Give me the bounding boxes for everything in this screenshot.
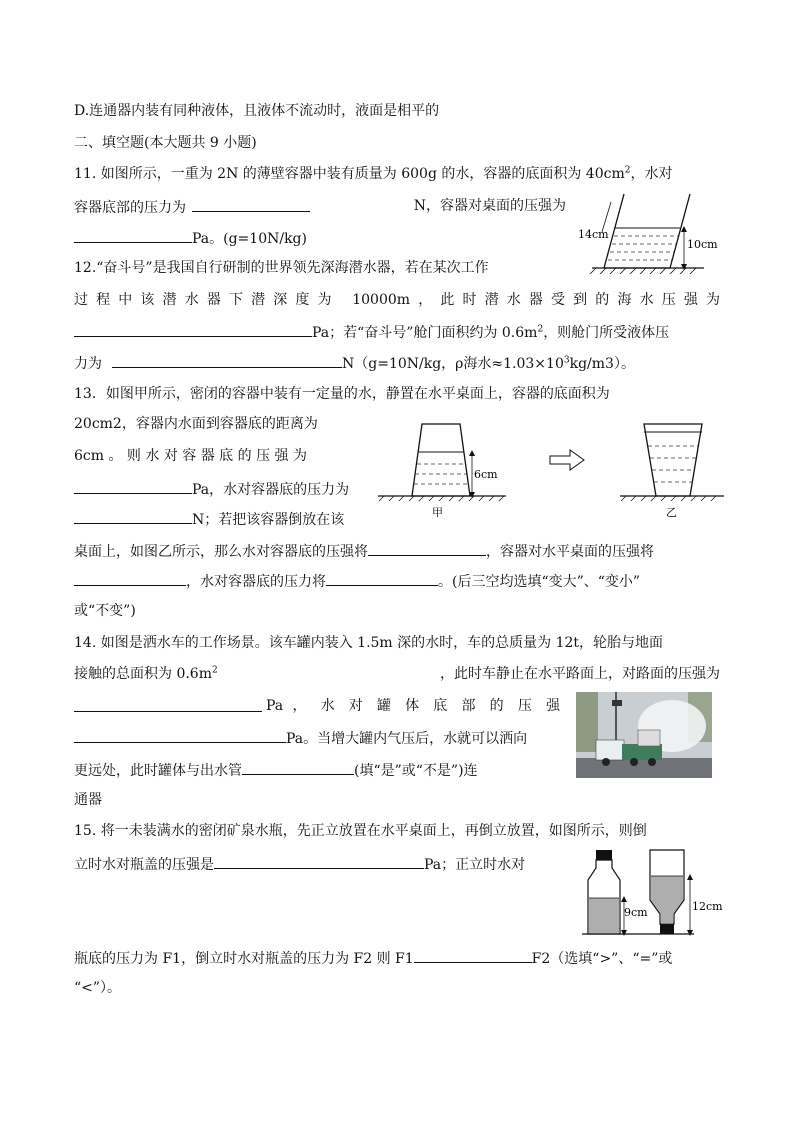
q13-line-3: 6cm 。 则 水 对 容 器 底 的 压 强 为	[74, 448, 307, 464]
q14-line-4: Pa。当增大罐内气压后，水就可以洒向	[74, 727, 527, 749]
answer-blank[interactable]	[74, 321, 312, 337]
q11-line-3: Pa。(g=10N/kg)	[74, 227, 307, 249]
caption-yi: 乙	[666, 506, 677, 519]
answer-blank[interactable]	[192, 196, 310, 212]
q12-line-2: 过程中该潜水器下潜深度为 10000m，此时潜水器受到的海水压强为	[74, 292, 720, 308]
q11-line-2: 容器底部的压力为 N，容器对桌面的压强为	[74, 198, 566, 216]
q13-line-6: 桌面上，如图乙所示，那么水对容器底的压强将 ，容器对水平桌面的压强将	[74, 540, 654, 562]
q15-bottle-figure	[582, 848, 732, 938]
q13-container-figure	[374, 416, 724, 524]
answer-blank[interactable]	[326, 570, 438, 586]
depth-label: 6cm	[474, 468, 498, 481]
upright-depth-label: 9cm	[624, 906, 648, 919]
sprinkler-truck-photo	[576, 692, 712, 778]
q15-line-4: “<”）。	[74, 980, 122, 996]
q13-line-1: 13．如图甲所示，密闭的容器中装有一定量的水，静置在水平桌面上，容器的底面积为	[74, 386, 610, 402]
caption-jia: 甲	[432, 506, 443, 519]
inverted-depth-label: 12cm	[692, 900, 723, 913]
answer-blank[interactable]	[74, 478, 192, 494]
q14-line-2: 接触的总面积为 $0.6m^2$ ，此时车静止在水平路面上，对路面的压强为	[74, 665, 720, 682]
q15-line-1: 15. 将一未装满水的密闭矿泉水瓶，先正立放置在水平桌面上，再倒立放置，如图所示，则倒	[74, 823, 647, 839]
answer-blank[interactable]	[74, 508, 192, 524]
q12-line-3: Pa；若“奋斗号”舱门面积约为 $0.6m^2$，则舱门所受液体压	[74, 321, 669, 343]
q13-line-4: Pa，水对容器底的压力为	[74, 478, 349, 500]
height-label: 10cm	[687, 238, 718, 251]
slant-length-label: 14cm	[578, 228, 609, 241]
answer-blank[interactable]	[214, 853, 424, 869]
answer-blank[interactable]	[414, 947, 532, 963]
q14-line-3: Pa ， 水 对 罐 体 底 部 的 压 强	[74, 696, 560, 716]
q12-line-4: 力为 N（g=10N/kg，ρ海水$\approx 1.03\times 10^3kg/m3$）。	[74, 352, 635, 374]
option-d: D.连通器内装有同种液体，且液体不流动时，液面是相平的	[74, 103, 440, 119]
answer-blank[interactable]	[74, 696, 262, 712]
q12-line-1: 12.“奋斗号”是我国自行研制的世界领先深海潜水器，若在某次工作	[74, 260, 489, 276]
q14-line-6: 通器	[74, 792, 102, 808]
answer-blank[interactable]	[368, 540, 486, 556]
q15-line-2: 立时水对瓶盖的压强是 Pa；正立时水对	[74, 853, 525, 875]
q14-line-1: 14. 如图是洒水车的工作场景。该车罐内装入 1.5m 深的水时，车的总质量为 12t，轮胎与地面	[74, 635, 664, 651]
q13-line-2: 20cm2，容器内水面到容器底的距离为	[74, 416, 318, 432]
q13-line-8: 或“不变”)	[74, 603, 136, 619]
q11-container-figure	[574, 188, 724, 274]
answer-blank[interactable]	[74, 727, 286, 743]
answer-blank[interactable]	[74, 227, 192, 243]
section-heading: 二、填空题(本大题共 9 小题)	[74, 135, 257, 151]
q13-line-5: N；若把该容器倒放在该	[74, 508, 344, 530]
q11-line-1: 11. 如图所示，一重为 2N 的薄壁容器中装有质量为 600g 的水，容器的底面积为 $40cm^2$，水对	[74, 165, 673, 182]
q15-line-3: 瓶底的压力为 F1，倒立时水对瓶盖的压力为 F2 则 F1 F2（选填“>”、“=”或	[74, 947, 672, 969]
q14-line-5: 更远处，此时罐体与出水管 (填“是”或“不是”)连	[74, 759, 478, 781]
answer-blank[interactable]	[74, 570, 186, 586]
answer-blank[interactable]	[112, 352, 342, 368]
answer-blank[interactable]	[242, 759, 354, 775]
q13-line-7: ，水对容器底的压力将 。(后三空均选填“变大”、“变小”	[74, 570, 640, 592]
